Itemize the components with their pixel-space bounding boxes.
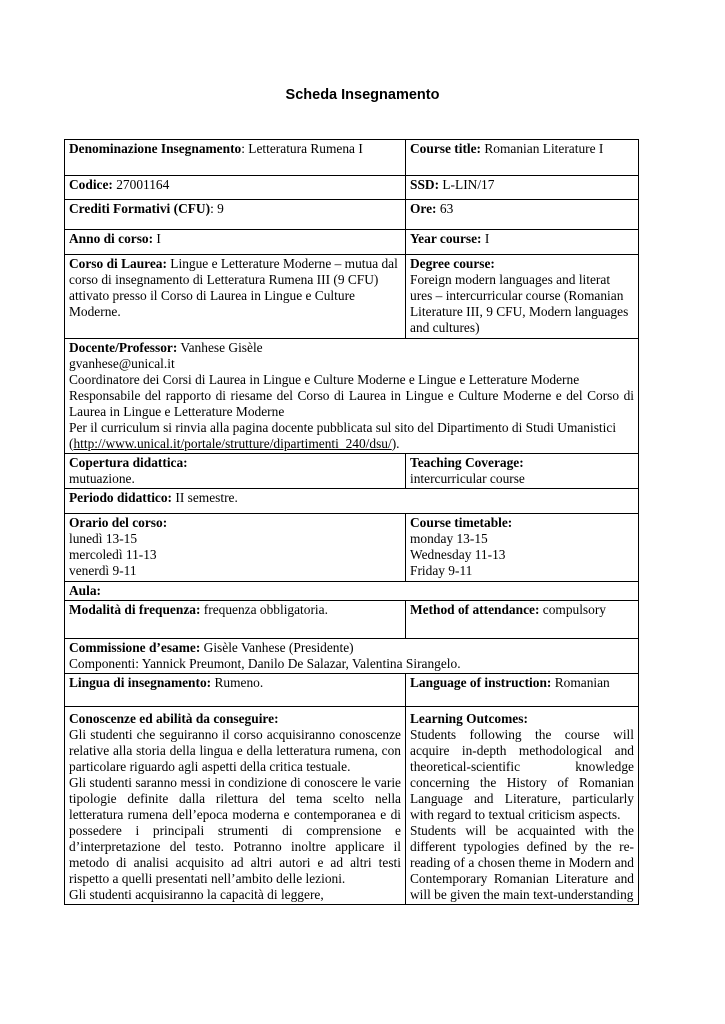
periodo-value: II semestre.	[172, 490, 238, 505]
timetable-line: monday 13-15	[410, 531, 488, 546]
outcomes-paragraph-2: Students will be acquainted with the different typologies defined by the re-reading of a chosen theme in Modern and Contemporary Romanian Literature and will be given the main text-understanding	[410, 823, 634, 902]
denominazione-cell	[65, 140, 406, 176]
corso-laurea-cell	[65, 255, 406, 339]
aula-label: Aula:	[69, 583, 101, 598]
timetable-label: Course timetable:	[410, 515, 513, 530]
docente-name: Vanhese Gisèle	[177, 340, 263, 355]
timetable-line: Wednesday 11-13	[410, 547, 506, 562]
outcomes-cell	[406, 707, 639, 905]
course-title-label: Course title:	[410, 141, 482, 156]
attendance-label: Method of attendance:	[410, 602, 540, 617]
timetable-line: Friday 9-11	[410, 563, 473, 578]
page-title: Scheda Insegnamento	[285, 87, 440, 103]
table-row	[65, 582, 639, 601]
docente-role-2: Responsabile del rapporto di riesame del Corso di Laurea in Lingue e Culture Moderne e del Corso di Laurea in Lingue e Letterature Moderne	[69, 388, 634, 419]
table-row	[65, 255, 639, 339]
commissione-label: Commissione d’esame:	[69, 640, 201, 655]
crediti-value: : 9	[210, 201, 224, 216]
attendance-cell	[406, 601, 639, 639]
ssd-cell	[406, 176, 639, 200]
table-row	[65, 674, 639, 707]
periodo-label: Periodo didattico:	[69, 490, 173, 505]
ssd-label: SSD:	[410, 177, 440, 192]
table-row	[65, 514, 639, 582]
commissione-cell	[65, 639, 639, 674]
table-row	[65, 639, 639, 674]
crediti-cell	[65, 200, 406, 230]
orario-label: Orario del corso:	[69, 515, 168, 530]
anno-label: Anno di corso:	[69, 231, 154, 246]
lingua-value: Rumeno.	[211, 675, 264, 690]
corso-laurea-label: Corso di Laurea:	[69, 256, 167, 271]
course-card-table	[64, 139, 639, 905]
language-cell	[406, 674, 639, 707]
table-row	[65, 601, 639, 639]
commissione-value: Gisèle Vanhese (Presidente)	[200, 640, 354, 655]
copertura-value: mutuazione.	[69, 471, 135, 486]
ore-cell	[406, 200, 639, 230]
year-value: I	[481, 231, 490, 246]
commissione-members: Componenti: Yannick Preumont, Danilo De Salazar, Valentina Sirangelo.	[69, 656, 461, 671]
attendance-value: compulsory	[539, 602, 606, 617]
copertura-label: Copertura didattica:	[69, 455, 188, 470]
denominazione-label: Denominazione Insegnamento	[69, 141, 242, 156]
table-row	[65, 200, 639, 230]
table-row	[65, 707, 639, 905]
table-row	[65, 339, 639, 454]
outcomes-paragraph-1: Students following the course will acquire in-depth methodological and theoretical-scientific knowledge concerning the History of Romanian Language and Literature, particularly with regard to textual criticism aspects.	[410, 727, 634, 822]
orario-line: venerdì 9-11	[69, 563, 137, 578]
language-label: Language of instruction:	[410, 675, 552, 690]
codice-cell	[65, 176, 406, 200]
docente-cell	[65, 339, 639, 454]
docente-cv-text: Per il curriculum si rinvia alla pagina docente pubblicata sul sito del Dipartimento di Studi Umanistici (	[69, 420, 617, 451]
conoscenze-paragraph-3: Gli studenti acquisiranno la capacità di leggere,	[69, 887, 324, 902]
docente-cv-end: ).	[391, 436, 400, 451]
corso-laurea-value: Lingue e Letterature Moderne – mutua dal corso di insegnamento di Letteratura Rumena III (9 CFU) attivato presso il Corso di Laurea in Lingue e Culture Moderne.	[69, 256, 398, 319]
orario-line: lunedì 13-15	[69, 531, 138, 546]
outcomes-label: Learning Outcomes:	[410, 711, 528, 726]
docente-email: gvanhese@unical.it	[69, 356, 175, 371]
year-cell	[406, 230, 639, 255]
course-title-cell	[406, 140, 639, 176]
orario-line: mercoledì 11-13	[69, 547, 157, 562]
coverage-label: Teaching Coverage:	[410, 455, 524, 470]
coverage-value: intercurricular course	[410, 471, 525, 486]
conoscenze-paragraph-1: Gli studenti che seguiranno il corso acquisiranno conoscenze relative alla storia della lingua e della letteratura rumena, con particolare riguardo agli aspetti della critica testuale.	[69, 727, 401, 774]
table-row	[65, 489, 639, 514]
degree-label: Degree course:	[410, 256, 495, 271]
lingua-label: Lingua di insegnamento:	[69, 675, 212, 690]
table-row	[65, 176, 639, 200]
codice-value: 27001164	[112, 177, 170, 192]
aula-cell	[65, 582, 639, 601]
periodo-cell	[65, 489, 639, 514]
coverage-cell	[406, 454, 639, 489]
anno-cell	[65, 230, 406, 255]
year-label: Year course:	[410, 231, 482, 246]
timetable-cell	[406, 514, 639, 582]
frequenza-label: Modalità di frequenza:	[69, 602, 201, 617]
degree-value: Foreign modern languages and literat ures – intercurricular course (Romanian Literature III, 9 CFU, Modern languages and cultures)	[410, 272, 629, 335]
ore-value: 63	[436, 201, 454, 216]
ssd-value: L-LIN/17	[439, 177, 495, 192]
conoscenze-label: Conoscenze ed abilità da conseguire:	[69, 711, 279, 726]
denominazione-value: : Letteratura Rumena I	[241, 141, 363, 156]
table-row	[65, 140, 639, 176]
lingua-cell	[65, 674, 406, 707]
table-row	[65, 230, 639, 255]
docente-role-1: Coordinatore dei Corsi di Laurea in Lingue e Culture Moderne e Lingue e Letterature Moderne	[69, 372, 580, 387]
orario-cell	[65, 514, 406, 582]
anno-value: I	[153, 231, 161, 246]
conoscenze-paragraph-2: Gli studenti saranno messi in condizione di conoscere le varie tipologie definite dalla rilettura del tema scelto nella letteratura rumena dell’epoca moderna e contemporanea e di possedere i principali strumenti di comprensione e d’interpretazione del testo. Potranno inoltre applicare il metodo di analisi acquisito ad altri autori e ad altri testi rispetto a quelli presentati nell’ambito delle lezioni.	[69, 775, 401, 886]
conoscenze-cell	[65, 707, 406, 905]
frequenza-cell	[65, 601, 406, 639]
language-value: Romanian	[551, 675, 610, 690]
copertura-cell	[65, 454, 406, 489]
table-row	[65, 454, 639, 489]
docente-cv-link[interactable]: http://www.unical.it/portale/strutture/dipartimenti_240/dsu/	[73, 436, 392, 451]
frequenza-value: frequenza obbligatoria.	[200, 602, 328, 617]
docente-label: Docente/Professor:	[69, 340, 178, 355]
crediti-label: Crediti Formativi (CFU)	[69, 201, 211, 216]
course-title-value: Romanian Literature I	[481, 141, 604, 156]
ore-label: Ore:	[410, 201, 437, 216]
codice-label: Codice:	[69, 177, 113, 192]
degree-cell	[406, 255, 639, 339]
